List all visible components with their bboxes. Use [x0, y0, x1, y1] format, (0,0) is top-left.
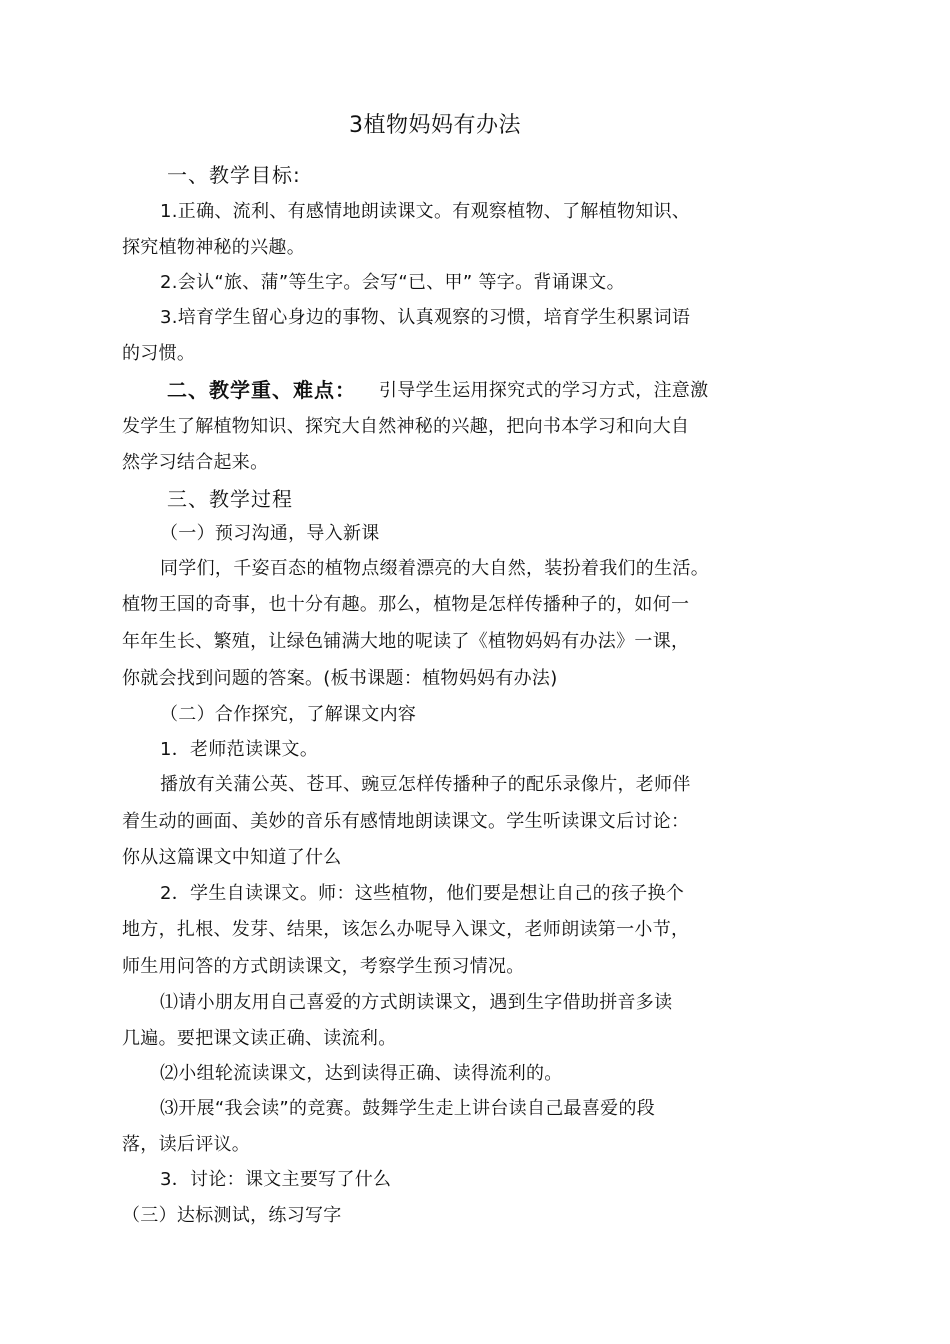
section-1-para-line-4: 你就会找到问题的答案。(板书课题：植物妈妈有办法) [122, 668, 558, 689]
section-1-heading: （一）预习沟通，导入新课 [160, 523, 380, 544]
heading-key-points: 二、教学重、难点： [167, 378, 356, 402]
key-points-line-2: 发学生了解植物知识、探究大自然神秘的兴趣，把向书本学习和向大自 [122, 416, 690, 437]
section-1-para-line-3: 年年生长、繁殖，让绿色铺满大地的呢读了《植物妈妈有办法》一课， [122, 631, 690, 652]
step-1-para-line-1: 播放有关蒲公英、苍耳、豌豆怎样传播种子的配乐录像片，老师伴 [160, 774, 691, 795]
step-3: 3．讨论：课文主要写了什么 [160, 1169, 392, 1190]
step-2-line-1: 2．学生自读课文。师：这些植物，他们要是想让自己的孩子换个 [160, 883, 685, 904]
doc-title: 3植物妈妈有办法 [349, 113, 521, 138]
section-1-para-line-1: 同学们，千姿百态的植物点缀着漂亮的大自然，装扮着我们的生活。 [160, 558, 709, 579]
heading-teaching-goals: 一、教学目标: [167, 163, 301, 187]
step-2-line-3: 师生用问答的方式朗读课文，考察学生预习情况。 [122, 956, 525, 977]
item-2: ⑵小组轮流读课文，达到读得正确、读得流利的。 [160, 1063, 563, 1084]
section-1-para-line-2: 植物王国的奇事，也十分有趣。那么，植物是怎样传播种子的，如何一 [122, 594, 690, 615]
step-1-para-line-3: 你从这篇课文中知道了什么 [122, 847, 342, 868]
step-1: 1．老师范读课文。 [160, 739, 319, 760]
step-2-line-2: 地方，扎根、发芽、结果，该怎么办呢导入课文，老师朗读第一小节， [122, 919, 690, 940]
goal-3-line-1: 3.培育学生留心身边的事物、认真观察的习惯，培育学生积累词语 [160, 307, 691, 328]
item-1-line-1: ⑴请小朋友用自己喜爱的方式朗读课文，遇到生字借助拼音多读 [160, 992, 673, 1013]
goal-1-line-1: 1.正确、流利、有感情地朗读课文。有观察植物、了解植物知识、 [160, 201, 691, 222]
goal-1-line-2: 探究植物神秘的兴趣。 [122, 237, 305, 258]
item-1-line-2: 几遍。要把课文读正确、读流利。 [122, 1028, 397, 1049]
key-points-line-1: 引导学生运用探究式的学习方式，注意激 [379, 380, 709, 401]
key-points-line-3: 然学习结合起来。 [122, 452, 269, 473]
step-1-para-line-2: 着生动的画面、美妙的音乐有感情地朗读课文。学生听读课文后讨论： [122, 811, 690, 832]
item-3-line-1: ⑶开展“我会读”的竞赛。鼓舞学生走上讲台读自己最喜爱的段 [160, 1098, 656, 1119]
section-2-heading: （二）合作探究，了解课文内容 [160, 704, 417, 725]
heading-teaching-process: 三、教学过程 [167, 487, 293, 511]
goal-3-line-2: 的习惯。 [122, 343, 196, 364]
item-3-line-2: 落，读后评议。 [122, 1134, 251, 1155]
section-3-heading: （三）达标测试，练习写字 [122, 1205, 342, 1226]
goal-2: 2.会认“旅、蒲”等生字。会写“已、甲” 等字。背诵课文。 [160, 272, 625, 293]
